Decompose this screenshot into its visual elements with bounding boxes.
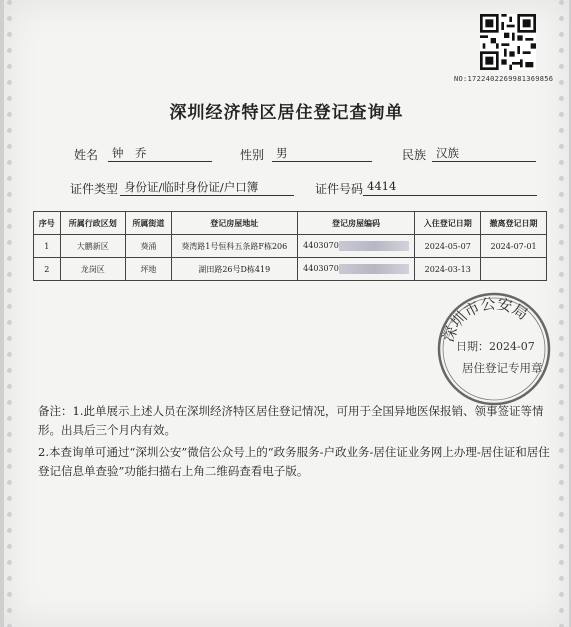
id-type-label: 证件类型 [70,182,119,196]
name-label: 姓名 [74,148,99,162]
col-header-code: 登记房屋编码 [297,212,415,235]
id-type-value: 身份证/临时身份证/户口簿 [120,179,294,196]
col-header-address: 登记房屋地址 [171,212,297,235]
col-header-no: 序号 [34,212,61,235]
col-header-district: 所属行政区划 [60,212,125,235]
cell-checkin: 2024-05-07 [415,235,481,258]
cell-street: 坪地 [125,258,171,281]
note-2: 2.本查询单可通过“深圳公安”微信公众号上的“政务服务-户政业务-居住证业务网上办理-居住证和居住登记信息单查验”功能扫描右上角二维码查看电子版。 [38,445,550,478]
qr-code-icon[interactable] [480,14,536,70]
cell-checkin: 2024-03-13 [415,258,481,281]
id-number-label: 证件号码 [315,182,364,196]
cell-address: 葵湾路1号恒科五条路F栋206 [171,235,297,258]
ethnicity-value: 汉族 [432,145,536,162]
redaction-block [339,241,409,251]
note-1: 备注：1.此单展示上述人员在深圳经济特区居住登记情况，可用于全国异地医保报销、领事签证等情形。出具后三个月内有效。 [38,404,544,437]
cell-code-text: 4403070 [303,241,339,250]
col-header-checkin: 入住登记日期 [415,212,481,235]
gender-label: 性别 [240,148,265,162]
tractor-holes-right [559,0,565,627]
table-header-row [34,212,547,235]
table-row [34,258,547,281]
ethnicity-label: 民族 [402,148,427,162]
notes-section [38,402,558,484]
page-title: 深圳经济特区居住登记查询单 [169,103,404,123]
table-row [34,235,547,258]
serial-number: NO:1722402269981369856 [454,75,554,83]
col-header-street: 所属街道 [125,212,171,235]
cell-district: 龙岗区 [60,258,125,281]
seal-date: 日期：2024-07 [456,340,535,353]
seal-org-path: 深圳市公安局 [439,294,532,345]
cell-no: 2 [34,258,61,281]
redaction-block [339,264,409,274]
id-number-value: 4414 [363,179,537,196]
name-value: 钟 乔 [108,145,212,162]
cell-code [297,258,415,281]
cell-code-text: 4403070 [303,264,339,273]
cell-checkout: 2024-07-01 [481,235,547,258]
registration-document [4,0,569,627]
col-header-checkout: 撤离登记日期 [481,212,547,235]
seal-org-text [439,294,531,344]
cell-address: 湖田路26号D栋419 [171,258,297,281]
seal-label: 居住登记专用章 [462,361,543,375]
cell-district: 大鹏新区 [60,235,125,258]
gender-value: 男 [272,145,372,162]
cell-code [297,235,415,258]
registration-table [33,211,547,281]
tractor-holes-left [7,0,13,627]
cell-street: 葵涌 [125,235,171,258]
cell-checkout [481,258,547,281]
cell-no: 1 [34,235,61,258]
